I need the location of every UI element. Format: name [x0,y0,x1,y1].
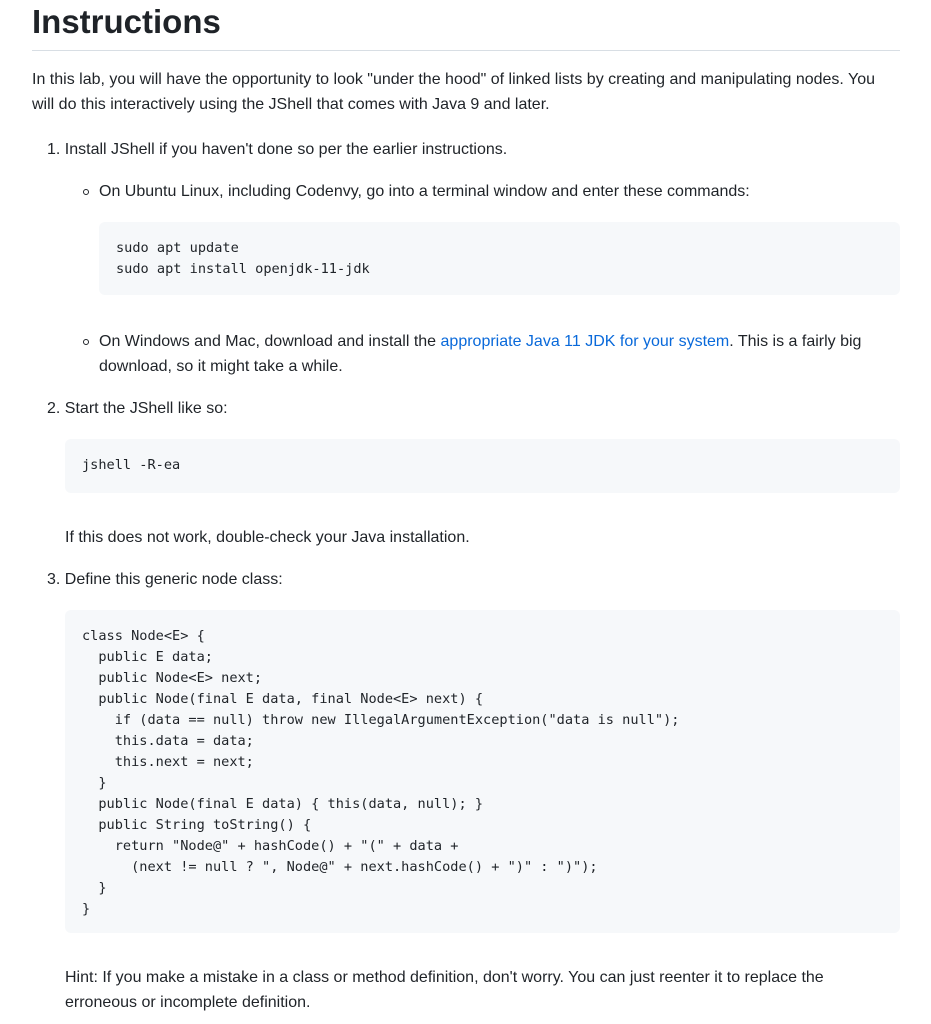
bullet-icon [83,189,89,195]
step-2 [47,397,877,422]
bullet-text-after: . This is a fairly big download, so it might take a while. [99,333,862,375]
code-block-install[interactable]: sudo apt update sudo apt install openjdk-11-jdk [99,222,900,295]
bullet-text-before: On Windows and Mac, download and install the [99,333,441,350]
jdk-download-link[interactable]: appropriate Java 11 JDK for your system [440,333,730,350]
step-1-bullet-1-text: On Ubuntu Linux, including Codenvy, go into a terminal window and enter these commands: [99,183,750,200]
bullet-icon [83,339,89,345]
step-2-note: If this does not work, double-check your Java installation. [65,529,470,546]
step-1 [47,138,877,163]
step-number: 1. [47,141,61,158]
step-text: Define this generic node class: [64,571,283,588]
code-block-node-class[interactable]: class Node<E> { public E data; public Node<E> next; public Node(final E data, final Node<E> next) { if (data == null) throw new IllegalArgumentException("data is null"); this.data = data; this.next = next; } public Node(final E data) { this(data, null); } public String toString() { return "Node@" + hashCode() + "(" + data + (next != null ? ", Node@" + next.hashCode() + ")" : ")"); } } [65,610,900,933]
step-text: Install JShell if you haven't done so per the earlier instructions. [64,141,508,158]
code-block-jshell[interactable]: jshell -R-ea [65,439,900,493]
document-body [32,0,900,118]
step-3 [47,568,877,593]
intro-paragraph: In this lab, you will have the opportunity to look "under the hood" of linked lists by creating and manipulating nodes. You will do this interactively using the JShell that comes with Java 9 and later. [32,71,876,113]
step-text: Start the JShell like so: [64,400,228,417]
page-title: Instructions [32,0,900,51]
step-number: 2. [47,400,61,417]
step-number: 3. [47,571,61,588]
hint-paragraph: Hint: If you make a mistake in a class or method definition, don't worry. You can just reenter it to replace the erroneous or incomplete definition. [65,969,824,1011]
step-1-bullet-2-text [99,330,889,380]
